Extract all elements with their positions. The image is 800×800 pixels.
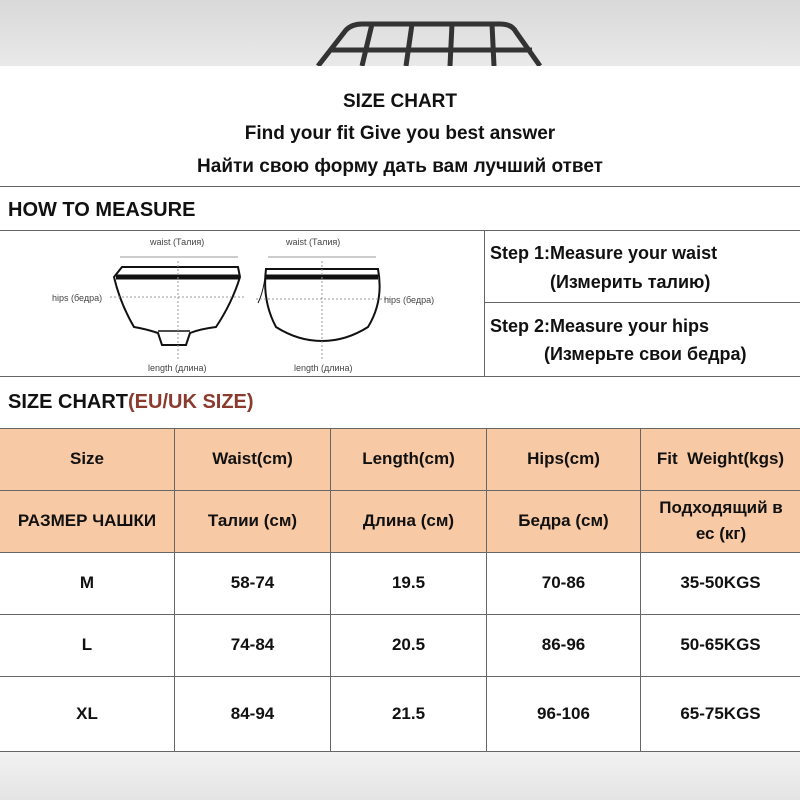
header-cell-waist: Waist(cm) xyxy=(212,449,293,468)
briefs-front-illustration xyxy=(114,267,240,345)
size-chart-title-main: SIZE CHART xyxy=(8,391,128,413)
briefs-back-illustration xyxy=(258,269,380,341)
header-cell-hips: Hips(cm) xyxy=(527,449,600,468)
table-cell-length: 20.5 xyxy=(391,635,426,654)
step-1-english: Step 1:Measure your waist xyxy=(490,243,718,263)
size-chart-sheet xyxy=(0,66,800,752)
table-cell-weight: 35-50KGS xyxy=(680,573,761,592)
header-cell-weight: Fit Weight(kgs) xyxy=(656,449,785,468)
table-cell-length: 21.5 xyxy=(391,703,426,723)
waist-label-back: waist (Талия) xyxy=(286,237,341,247)
subtitle-russian: Найти свою форму дать вам лучший ответ xyxy=(197,156,603,177)
header-cell-waist-ru: Талии (см) xyxy=(207,511,298,530)
table-cell-size: L xyxy=(81,635,93,654)
table-cell-size: M xyxy=(79,573,95,592)
divider xyxy=(484,231,485,376)
header-cell-length-ru: Длина (см) xyxy=(362,511,455,530)
size-chart-title-accent: (EU/UK SIZE) xyxy=(128,391,254,413)
length-label-front: length (длина) xyxy=(148,363,207,373)
step-2-russian: (Измерьте свои бедра) xyxy=(544,344,747,364)
divider xyxy=(0,186,800,187)
table-cell-size: XL xyxy=(76,703,98,723)
header-cell-hips-ru: Бедра (см) xyxy=(518,511,609,530)
size-chart-title xyxy=(8,391,254,414)
length-label-back: length (длина) xyxy=(294,363,353,373)
page-title: SIZE CHART xyxy=(343,91,457,112)
table-cell-waist: 58-74 xyxy=(230,573,275,592)
step-1-russian: (Измерить талию) xyxy=(550,272,711,292)
subtitle-english: Find your fit Give you best answer xyxy=(244,123,556,144)
table-cell-hips: 86-96 xyxy=(541,635,586,654)
how-to-measure-title: HOW TO MEASURE xyxy=(8,199,196,221)
divider xyxy=(484,302,800,303)
step-2-english: Step 2:Measure your hips xyxy=(490,316,710,336)
wire-rack-decoration xyxy=(0,0,800,66)
table-cell-waist: 74-84 xyxy=(230,635,275,654)
table-cell-waist: 84-94 xyxy=(230,703,275,723)
table-cell-length: 19.5 xyxy=(391,573,426,592)
waist-label-front: waist (Талия) xyxy=(150,237,205,247)
table-cell-weight: 65-75KGS xyxy=(680,703,761,723)
header-cell-weight-ru: Подходящий в ес (кг) xyxy=(659,498,783,543)
hips-label-back: hips (бедра) xyxy=(384,295,435,305)
table-line xyxy=(0,751,800,752)
table-cell-hips: 70-86 xyxy=(541,573,586,592)
header-cell-size: Size xyxy=(69,449,105,468)
divider xyxy=(0,376,800,377)
header-cell-length: Length(cm) xyxy=(362,449,455,468)
hips-label-front: hips (бедра) xyxy=(52,293,103,303)
measurement-diagram xyxy=(0,231,484,376)
table-cell-hips: 96-106 xyxy=(537,703,590,723)
background-bottom xyxy=(0,752,800,800)
header-cell-size-ru: РАЗМЕР ЧАШКИ xyxy=(17,511,157,530)
table-cell-weight: 50-65KGS xyxy=(680,635,761,654)
